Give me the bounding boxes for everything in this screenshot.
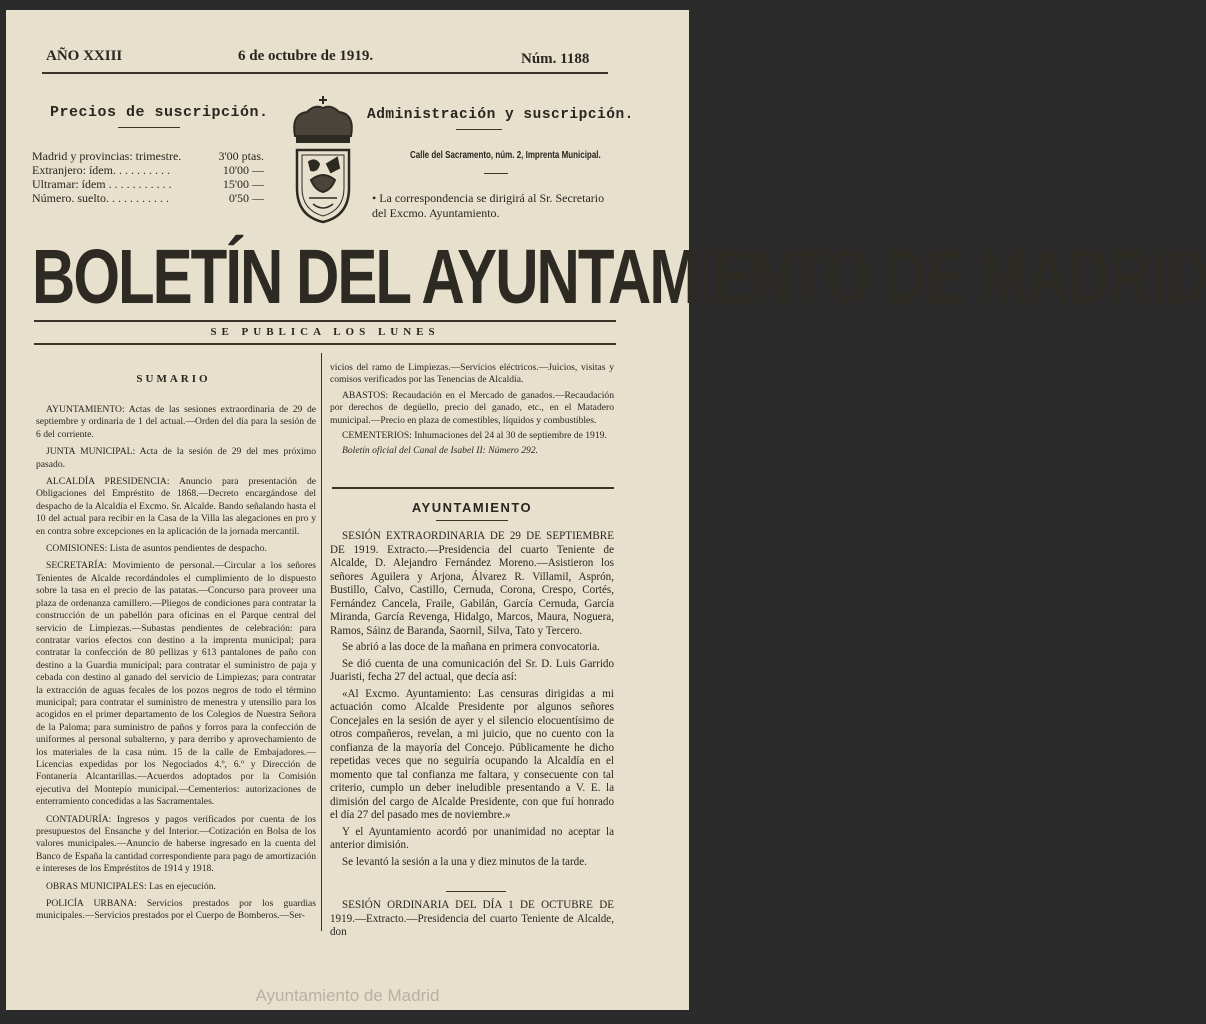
sumario-heading: SUMARIO [136, 373, 211, 385]
column-divider [321, 353, 322, 931]
session-paragraph: SESIÓN ORDINARIA DEL DÍA 1 DE OCTUBRE DE 1919.—Extracto.—Presidencia del cuarto Teniente de Alcalde, don [330, 899, 614, 938]
ordinary-session [330, 899, 614, 943]
sumario-paragraph: COMISIONES: Lista de asuntos pendientes de despacho. [46, 543, 267, 555]
session-paragraph: Se levantó la sesión a la una y diez minutos de la tarde. [342, 855, 587, 868]
administration-address: Calle del Sacramento, núm. 2, Imprenta Municipal. [410, 150, 601, 161]
year-label: AÑO XXIII [46, 48, 123, 64]
sumario-paragraph: AYUNTAMIENTO: Actas de las sesiones extraordinaria de 29 de septiembre y ordinaria de 1 del actual.—Orden del día para la sesión de 6 del corriente. [36, 404, 316, 440]
administration-title: Administración y suscripción. [367, 107, 634, 123]
price-table [32, 149, 264, 205]
masthead-title: BOLETÍN DEL AYUNTAMIENTO DE MADRID [32, 233, 1206, 320]
price-row: Madrid y provincias: trimestre. 3'00 ptas. [32, 149, 264, 163]
sumario-paragraph: CEMENTERIOS: Inhumaciones del 24 al 30 de septiembre de 1919. [342, 430, 607, 442]
session-paragraph: Se dió cuenta de una comunicación del Sr. D. Luis Garrido Juaristi, fecha 27 del actual, que decía así: [330, 657, 614, 683]
masthead-rule-bottom [34, 343, 616, 345]
sumario-paragraph: SECRETARÍA: Movimiento de personal.—Circular a los señores Tenientes de Alcalde recordándoles el cumplimiento de lo dispuesto sobre la tasa en el precio de las patatas.—Concurso para proveer una plaza de ordenanza camillero.—Pliegos de condiciones para contratar la construcción de un pabellón para oficinas en el Parque central del servicio de Limpiezas.—Subastas pendientes de celebración: para contratar varios efectos con destino a la imprenta municipal; para contratar la confección de 80 pellizas y 613 pantalones de paño con destino a la Guardia municipal; para contratar el suministro de paja y cebada con destino al ganado del servicio de Limpiezas; para contratar la extracción de aguas fecales de los pozos negros de todo el término municipal; para contratar el suministro de menestra y utensilio para los acogidos en el primer departamento de los Colegios de Nuestra Señora de la Paloma; para suministro de paños y forros para la confección de uniformes al personal subalterno, y para derribo y aprovechamiento de los materiales de la casa núm. 15 de la calle de Embajadores.—Licencias expedidas por los Negociados 4.º, 6.º y Dirección de Fontanería Alcantarillas.—Acuerdos adoptados por la Comisión ejecutiva del Montepío municipal.—Cementerios: autorizaciones de enterramiento concedidas a las Sacramentales. [36, 560, 316, 808]
price-row: Extranjero: ídem. . . . . . . . . . 10'00 — [32, 163, 264, 177]
sumario-paragraph: ALCALDÍA PRESIDENCIA: Anuncio para presentación de Obligaciones del Empréstito de 1868.—Decreto encargándose del despacho de la Alcaldía el Excmo. Sr. Alcalde. Bando señalando hasta el 10 del actual para recibir en la Casa de la Villa las alegaciones en pro y en contra sobre excepciones en la aplicación de la jornada mercantil. [36, 476, 316, 537]
correspondence-note: • La correspondencia se dirigirá al Sr. Secretario del Excmo. Ayuntamiento. [372, 191, 605, 220]
subscription-rule [118, 127, 180, 128]
masthead-rule-top [34, 320, 616, 322]
resignation-letter: «Al Excmo. Ayuntamiento: Las censuras dirigidas a mi actuación como Alcalde Presidente por algunos señores Concejales en la sesión de ayer y el silencio elocuentísimo de otros compañeros, revelan, a mi juicio, que no cuento con la confianza de la mayoría del Concejo. Públicamente he dicho repetidas veces que no seguiría ocupando la Alcaldía en el momento que tal confianza me faltara, y consecuente con tal criterio, cumplo un deber ineludible presentando a V. E. la dimisión del cargo de Alcalde Presidente, con que fuí honrado el día 27 del pasado mes de noviembre.» [330, 687, 614, 821]
ayuntamiento-rule [436, 520, 508, 521]
canal-bulletin: Boletín oficial del Canal de Isabel II: Número 292. [342, 445, 539, 457]
ayuntamiento-body [330, 530, 614, 872]
sumario-paragraph: CONTADURÍA: Ingresos y pagos verificados por cuenta de los presupuestos del Ensanche y del Interior.—Cotización en Bolsa de los valores municipales.—Anuncio de haberse ingresado en la cuenta del Banco de España la cantidad correspondiente para pago de amortización e intereses de los Empréstitos de 1914 y 1918. [36, 813, 316, 875]
sumario-paragraph: vicios del ramo de Limpiezas.—Servicios eléctricos.—Juicios, visitas y comisos verificados por las Tenencias de Alcaldía. [330, 362, 614, 386]
sumario-continuation [330, 362, 614, 461]
footer-watermark: Ayuntamiento de Madrid [255, 986, 440, 1005]
address-rule [484, 173, 508, 174]
price-row: Número. suelto. . . . . . . . . . . 0'50 — [32, 191, 264, 205]
sumario-paragraph: POLICÍA URBANA: Servicios prestados por los guardias municipales.—Servicios prestados por el Cuerpo de Bomberos.—Ser- [36, 898, 316, 922]
sumario-paragraph: ABASTOS: Recaudación en el Mercado de ganados.—Recaudación por derechos de degüello, precio del ganado, etc., en el Matadero municipal.—Precio en plaza de comestibles, líquidos y combustibles. [330, 389, 614, 426]
bullet-icon: • [372, 191, 377, 205]
issue-date: 6 de octubre de 1919. [238, 48, 374, 64]
session-rule [446, 891, 506, 892]
sumario-body [36, 404, 316, 928]
issue-number: Núm. 1188 [521, 51, 590, 67]
price-row: Ultramar: ídem . . . . . . . . . . . 15'00 — [32, 177, 264, 191]
subscription-title: Precios de suscripción. [50, 104, 269, 121]
sumario-paragraph: JUNTA MUNICIPAL: Acta de la sesión de 29 del mes próximo pasado. [36, 446, 316, 470]
section-rule [332, 487, 614, 489]
coat-of-arms-icon [287, 92, 359, 228]
newspaper-page [6, 10, 1206, 1010]
session-paragraph: Se abrió a las doce de la mañana en primera convocatoria. [342, 641, 600, 653]
header-rule [42, 72, 608, 74]
session-paragraph: SESIÓN EXTRAORDINARIA DE 29 DE SEPTIEMBRE DE 1919. Extracto.—Presidencia del cuarto Teniente de Alcalde, D. Alejandro Fernández Moreno.—Asistieron los señores Aguilera y Arjona, Álvarez R. Villamil, Asprón, Bustillo, Calvo, Castillo, Cernuda, Corona, Crespo, Cortés, Fernández Cancela, Fraile, Gabilán, García Cernuda, García Miranda, García Revenga, Hidalgo, Marcos, Maura, Noguera, Ramos, Sáinz de Baranda, Saornil, Silva, Tato y Tercero. [330, 530, 614, 637]
session-paragraph: Y el Ayuntamiento acordó por unanimidad no aceptar la anterior dimisión. [330, 825, 614, 851]
ayuntamiento-heading: AYUNTAMIENTO [411, 500, 533, 515]
sumario-paragraph: OBRAS MUNICIPALES: Las en ejecución. [46, 880, 216, 892]
administration-rule [456, 129, 502, 130]
masthead-subtitle: SE PUBLICA LOS LUNES [210, 326, 440, 338]
